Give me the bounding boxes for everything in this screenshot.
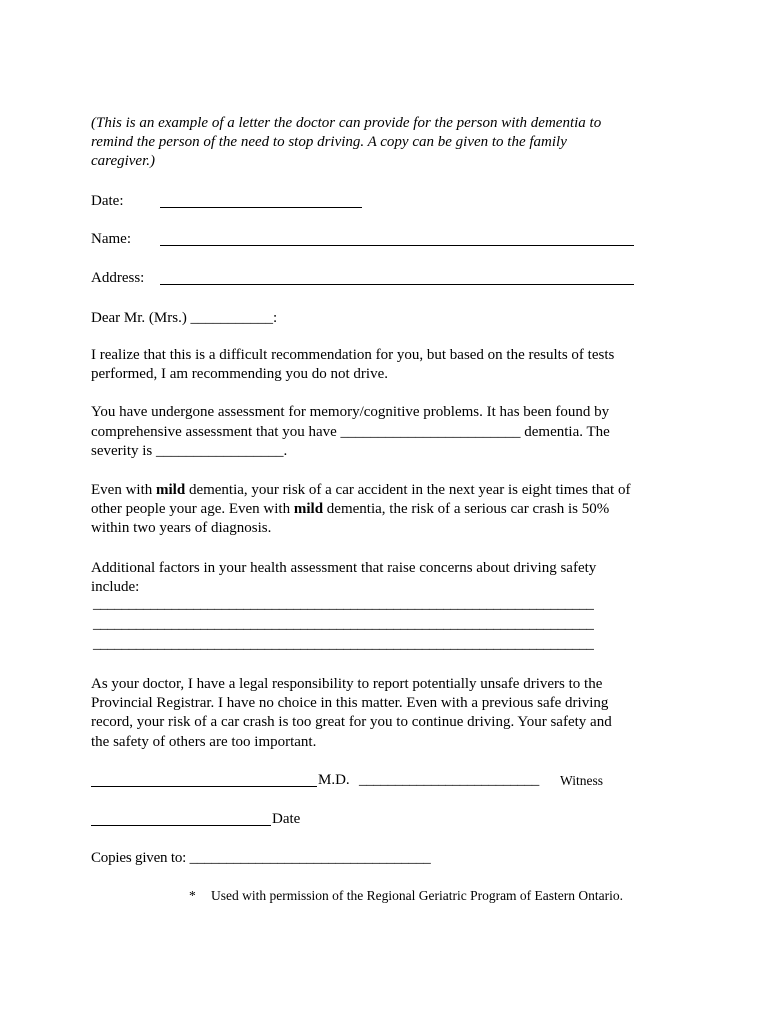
para3-line-1: [91, 480, 630, 500]
para4-line-1: Additional factors in your health assessment that raise concerns about driving safety: [91, 560, 597, 576]
intro-line-3: caregiver.): [91, 153, 155, 169]
para3-line-2: [91, 499, 609, 519]
mild-emphasis-2: mild: [293, 501, 324, 517]
witness-line: _________________________: [359, 772, 540, 788]
date-blank-line: [160, 207, 362, 208]
address-blank-line: [160, 284, 634, 285]
salutation: Dear Mr. (Mrs.) ___________:: [91, 310, 278, 326]
para5-line-2: Provincial Registrar. I have no choice in this matter. Even with a previous safe driving: [91, 695, 609, 711]
intro-line-2: remind the person of the need to stop driving. A copy can be given to the family: [91, 134, 567, 150]
name-label: Name:: [91, 231, 131, 247]
md-label: M.D.: [318, 772, 350, 788]
date-label: Date:: [91, 193, 124, 209]
date-signature-line: [91, 825, 271, 826]
para3-line-2-c: dementia, the risk of a serious car crash is 50%: [323, 501, 610, 517]
address-label: Address:: [91, 270, 145, 286]
footnote-text: Used with permission of the Regional Geriatric Program of Eastern Ontario.: [211, 888, 624, 903]
factors-blank-2: ______________________________________________________________________: [93, 616, 594, 632]
para3-line-2-a: other people your age. Even with: [91, 501, 294, 517]
factors-blank-3: ______________________________________________________________________: [93, 636, 594, 652]
witness-label: Witness: [560, 773, 603, 788]
para2-line-2: comprehensive assessment that you have ________________________ dementia. The: [91, 424, 610, 440]
para5-line-3: record, your risk of a car crash is too great for you to continue driving. Your safety and: [91, 714, 612, 730]
para5-line-4: the safety of others are too important.: [91, 734, 317, 750]
para2-line-3: severity is _________________.: [91, 443, 288, 459]
para1-line-1: I realize that this is a difficult recommendation for you, but based on the results of tests: [91, 347, 615, 363]
copies-given-to: Copies given to: _________________________________: [91, 850, 431, 866]
para3-line-1-c: dementia, your risk of a car accident in the next year is eight times that of: [185, 482, 631, 498]
para3-line-3: within two years of diagnosis.: [91, 520, 272, 536]
para4-line-2: include:: [91, 579, 140, 595]
para1-line-2: performed, I am recommending you do not drive.: [91, 366, 388, 382]
factors-blank-1: ______________________________________________________________________: [93, 596, 594, 612]
md-signature-line: [91, 786, 317, 787]
mild-emphasis-1: mild: [156, 482, 186, 498]
footnote-marker: *: [189, 888, 196, 903]
para5-line-1: As your doctor, I have a legal responsibility to report potentially unsafe drivers to the: [91, 676, 603, 692]
name-blank-line: [160, 245, 634, 246]
intro-line-1: (This is an example of a letter the doctor can provide for the person with dementia to: [91, 115, 602, 131]
para2-line-1: You have undergone assessment for memory/cognitive problems. It has been found by: [91, 404, 610, 420]
para3-line-1-a: Even with: [91, 482, 156, 498]
date-signature-label: Date: [272, 811, 301, 827]
